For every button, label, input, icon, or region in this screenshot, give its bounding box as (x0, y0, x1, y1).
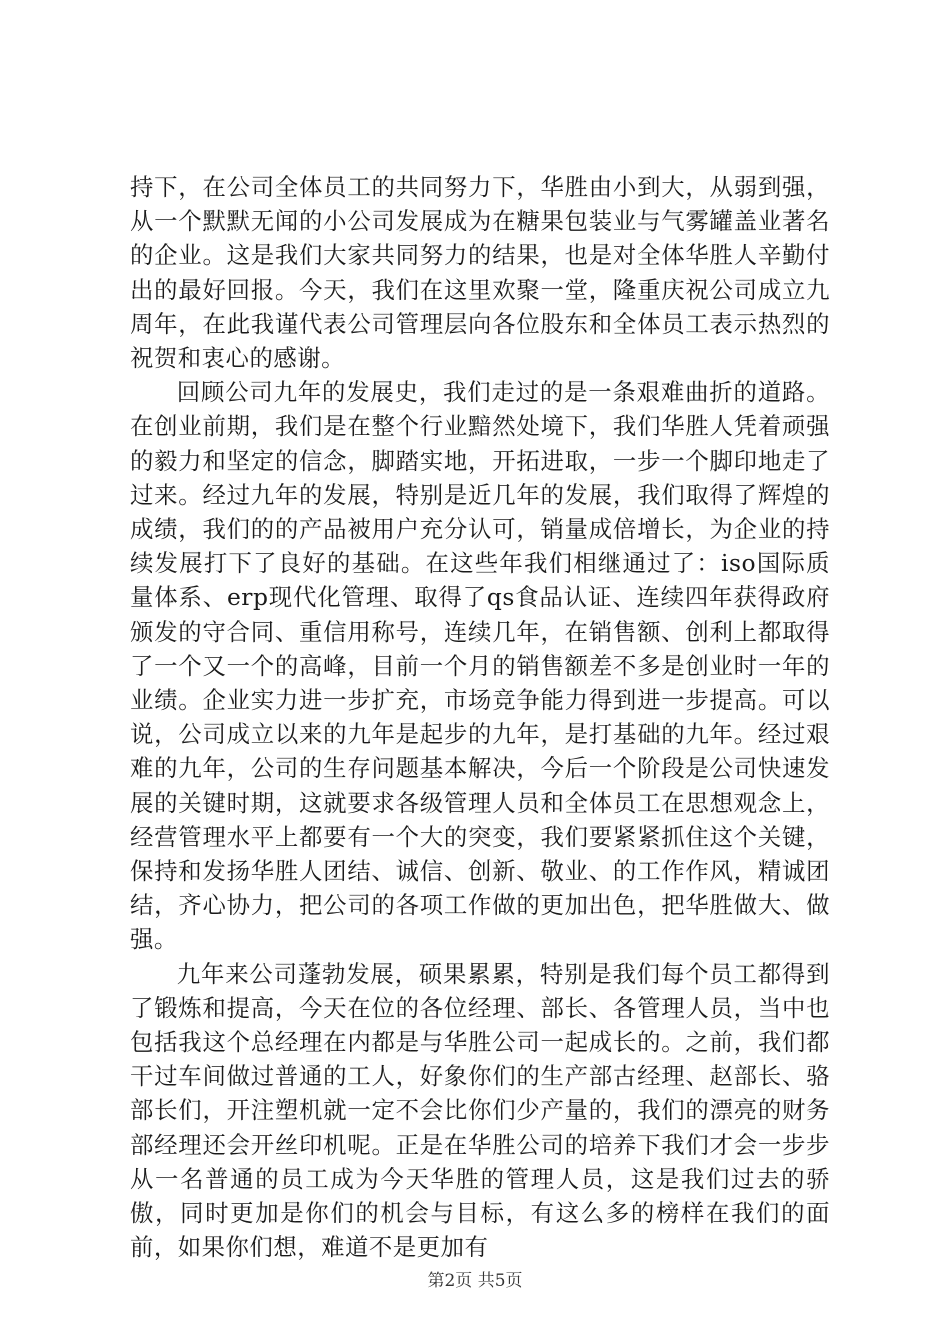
page-number-footer: 第2页 共5页 (427, 1271, 523, 1291)
document-body (130, 170, 830, 1265)
paragraph-company-history: 回顾公司九年的发展史，我们走过的是一条艰难曲折的道路。在创业前期，我们是在整个行业黯然处境下，我们华胜人凭着顽强的毅力和坚定的信念，脚踏实地，开拓进取，一步一个脚印地走了过来。经过九年的发展，特别是近几年的发展，我们取得了辉煌的成绩，我们的的产品被用户充分认可，销量成倍增长，为企业的持续发展打下了良好的基础。在这些年我们相继通过了：iso国际质量体系、erp现代化管理、取得了qs食品认证、连续四年获得政府颁发的守合同、重信用称号，连续几年，在销售额、创利上都取得了一个又一个的高峰，目前一个月的销售额差不多是创业时一年的业绩。企业实力进一步扩充，市场竞争能力得到进一步提高。可以说，公司成立以来的九年是起步的九年，是打基础的九年。经过艰难的九年，公司的生存问题基本解决，今后一个阶段是公司快速发展的关键时期，这就要求各级管理人员和全体员工在思想观念上，经营管理水平上都要有一个大的突变，我们要紧紧抓住这个关键，保持和发扬华胜人团结、诚信、创新、敬业、的工作作风，精诚团结，齐心协力，把公司的各项工作做的更加出色，把华胜做大、做强。 (130, 378, 830, 954)
paragraph-continuation: 持下，在公司全体员工的共同努力下，华胜由小到大，从弱到强，从一个默默无闻的小公司发展成为在糖果包装业与气雾罐盖业著名的企业。这是我们大家共同努力的结果，也是对全体华胜人辛勤付出的最好回报。今天，我们在这里欢聚一堂，隆重庆祝公司成立九周年，在此我谨代表公司管理层向各位股东和全体员工表示热烈的祝贺和衷心的感谢。 (130, 173, 830, 373)
paragraph-staff-growth: 九年来公司蓬勃发展，硕果累累，特别是我们每个员工都得到了锻炼和提高，今天在位的各位经理、部长、各管理人员，当中也包括我这个总经理在内都是与华胜公司一起成长的。之前，我们都干过车间做过普通的工人，好象你们的生产部古经理、赵部长、骆部长们，开注塑机就一定不会比你们少产量的，我们的漂亮的财务部经理还会开丝印机呢。正是在华胜公司的培养下我们才会一步步从一名普通的员工成为今天华胜的管理人员，这是我们过去的骄傲，同时更加是你们的机会与目标，有这么多的榜样在我们的面前，如果你们想，难道不是更加有 (130, 959, 830, 1262)
